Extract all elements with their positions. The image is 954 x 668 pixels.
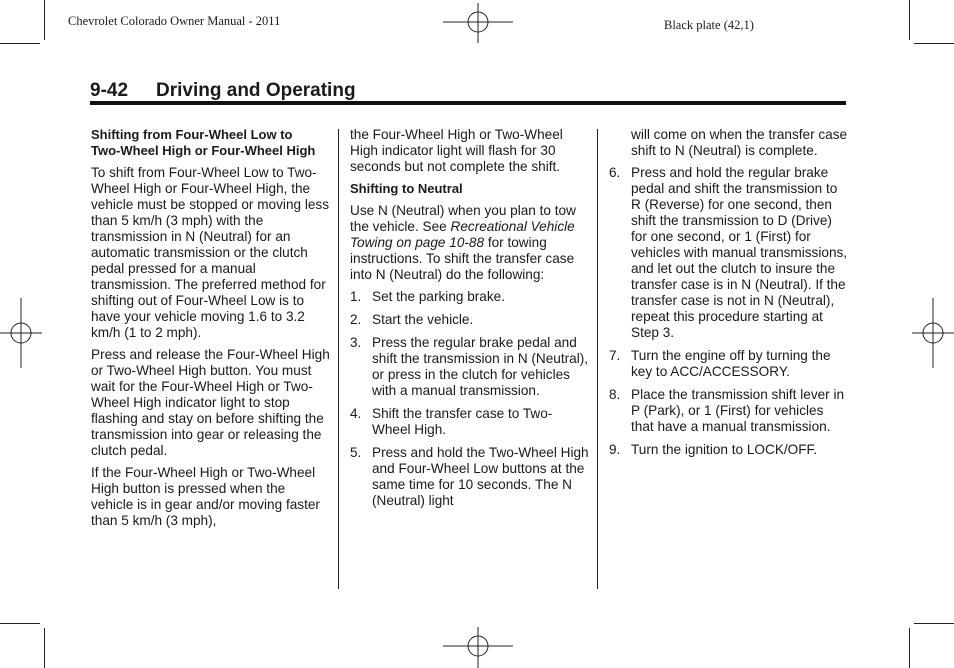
- running-header-title: Chevrolet Colorado Owner Manual - 2011: [68, 14, 281, 28]
- page-number: 9-42: [90, 80, 129, 101]
- crop-mark: [909, 0, 910, 40]
- crop-mark: [0, 623, 40, 624]
- step-number: 6.: [609, 165, 621, 180]
- step-text: Set the parking brake.: [372, 289, 505, 304]
- step-text: Turn the ignition to LOCK/OFF.: [631, 442, 818, 457]
- step-text: Shift the transfer case to Two-Wheel High.: [372, 406, 553, 437]
- crop-mark: [909, 628, 910, 668]
- crop-mark: [44, 628, 45, 668]
- paragraph: To shift from Four-Wheel Low to Two-Wheel High or Four-Wheel High, the vehicle must be stopped or moving less than 5 km/h (3 mph) with the transmission in N (Neutral) for an automatic transmission or the clutch pedal pressed for a manual transmission. The preferred method for shifting out of Four-Wheel Low is to have your vehicle moving 1.6 to 3.2 km/h (1 to 2 mph).: [91, 165, 330, 340]
- registration-mark-icon: [912, 298, 954, 368]
- step-number: 7.: [609, 348, 621, 363]
- registration-mark-icon: [443, 3, 513, 43]
- paragraph: [350, 203, 590, 283]
- column-divider: [597, 129, 598, 589]
- registration-mark-icon: [0, 298, 42, 368]
- column-divider: [338, 129, 339, 589]
- column-2: [350, 127, 590, 516]
- page-title: [90, 80, 846, 102]
- step-text: Turn the engine off by turning the key to ACC/ACCESSORY.: [631, 348, 831, 379]
- step-number: 9.: [609, 442, 621, 457]
- step-text: Press and hold the regular brake pedal and shift the transmission to R (Reverse) for one second, then shift the transmission to D (Drive) for one second, or 1 (First) for vehicles with manual transmissions, and let out the clutch to insure the transfer case is in N (Neutral). If the transfer case is not in N (Neutral), repeat this procedure starting at Step 3.: [631, 165, 848, 340]
- steps-list: [350, 289, 590, 509]
- paragraph-text: for towing instructions. To shift the transfer case into N (Neutral) do the following:: [350, 235, 575, 282]
- steps-list: [609, 165, 849, 458]
- step-number: 2.: [350, 312, 362, 327]
- list-item: [609, 165, 849, 341]
- paragraph: If the Four-Wheel High or Two-Wheel High button is pressed when the vehicle is in gear and/or moving faster than 5 km/h (3 mph),: [91, 465, 320, 528]
- running-header-plate: Black plate (42,1): [664, 18, 754, 32]
- paragraph-text: Use N (Neutral) when you plan to tow the vehicle. See: [350, 203, 576, 234]
- title-divider: [90, 101, 846, 105]
- list-item: [350, 445, 590, 509]
- crop-mark: [0, 43, 40, 44]
- crop-mark: [44, 0, 45, 40]
- list-item: [609, 442, 849, 458]
- step-text: Start the vehicle.: [372, 312, 474, 327]
- step-text: Press the regular brake pedal and shift the transmission in N (Neutral), or press in the clutch for vehicles with a manual transmission.: [372, 335, 589, 398]
- crop-mark: [914, 43, 954, 44]
- cross-reference-link[interactable]: Recreational Vehicle Towing on page 10-88: [350, 219, 575, 250]
- list-item: [350, 335, 590, 399]
- step-number: 3.: [350, 335, 362, 350]
- step-number: 5.: [350, 445, 362, 460]
- subheading: Shifting to Neutral: [350, 181, 463, 196]
- list-item: [350, 289, 590, 305]
- column-1: [91, 127, 331, 535]
- paragraph: the Four-Wheel High or Two-Wheel High indicator light will flash for 30 seconds but not complete the shift.: [350, 127, 563, 174]
- registration-mark-icon: [443, 627, 513, 668]
- step-number: 8.: [609, 387, 621, 402]
- step-text: Place the transmission shift lever in P (Park), or 1 (First) for vehicles that have a manual transmission.: [631, 387, 845, 434]
- list-item: [350, 406, 590, 438]
- column-3: [609, 127, 849, 465]
- step-number: 1.: [350, 289, 362, 304]
- step-text: Press and hold the Two-Wheel High and Four-Wheel Low buttons at the same time for 10 seconds. The N (Neutral) light: [372, 445, 589, 508]
- subheading: Shifting from Four-Wheel Low to Two-Wheel High or Four-Wheel High: [91, 127, 316, 158]
- paragraph: will come on when the transfer case shift to N (Neutral) is complete.: [631, 127, 848, 158]
- paragraph: Press and release the Four-Wheel High or Two-Wheel High button. You must wait for the Four-Wheel High or Two-Wheel High indicator light to stop flashing and stay on before shifting the transmission into gear or releasing the clutch pedal.: [91, 347, 330, 458]
- list-item: [350, 312, 590, 328]
- list-item: [609, 387, 849, 435]
- crop-mark: [914, 623, 954, 624]
- step-number: 4.: [350, 406, 362, 421]
- list-item: [609, 348, 849, 380]
- section-title: Driving and Operating: [156, 80, 356, 101]
